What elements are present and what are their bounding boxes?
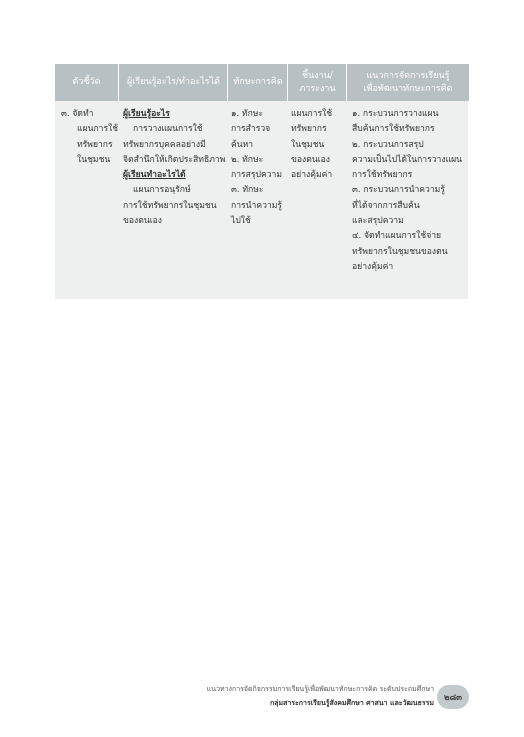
footer-subject: กลุ่มสาระการเรียนรู้สังคมศึกษา ศาสนา และวัฒนธรรม [269,699,434,707]
learn-cell [123,107,225,229]
skill-line: ๑. ทักษะ [231,109,264,119]
work-line: อย่างคุ้มค่า [291,170,333,181]
header-indicator: ตัวชี้วัด [55,64,118,101]
skill-cell [231,107,282,229]
approach-line: ๔. จัดทำแผนการใช้จ่าย [352,231,442,242]
approach-line: อย่างคุ้มค่า [352,261,394,272]
curriculum-table [55,64,468,299]
header-learn: ผู้เรียนรู้อะไร/ทำอะไรได้ [118,64,228,101]
header-approach: แนวการจัดการเรียนรู้ เพื่อพัฒนาทักษะการคิด [346,64,469,101]
approach-line: ที่ได้จากการสืบค้น [352,200,420,211]
learn-subheading: ผู้เรียนทำอะไรได้ [123,170,186,181]
indicator-line: ๓. จัดทำ [61,109,94,119]
learn-line: ทรัพยากรบุคคลอย่างมี [123,139,206,150]
approach-cell [352,107,462,275]
page-number-badge: ๒๘๓ [437,685,469,709]
header-work: ชิ้นงาน/ ภาระงาน [287,64,347,101]
indicator-line: ในชุมชน [77,154,111,165]
header-skill: ทักษะการคิด [227,64,288,101]
learn-line: จิตสำนึกให้เกิดประสิทธิภาพ [123,154,226,165]
skill-line: ๓. ทักษะ [231,185,264,196]
work-line: ของตนเอง [291,154,330,165]
skill-line: การนำความรู้ [231,200,283,211]
learn-line: ของตนเอง [123,216,162,227]
indicator-line: ทรัพยากร [77,139,113,150]
work-cell [291,107,332,183]
approach-line: ๓. กระบวนการนำความรู้ [352,185,445,196]
approach-line: และสรุปความ [352,216,404,227]
approach-line: ๒. กระบวนการสรุป [352,139,424,150]
work-line: ทรัพยากร [291,124,327,135]
skill-line: การสำรวจ [231,124,271,135]
skill-line: ๒. ทักษะ [231,154,264,165]
indicator-line: แผนการใช้ [77,124,119,135]
learn-line: การใช้ทรัพยากรในชุมชน [123,200,217,211]
learn-subheading: ผู้เรียนรู้อะไร [123,109,170,119]
approach-line: การใช้ทรัพยากร [352,170,413,181]
footer-book-title: แนวทางการจัดกิจกรรมการเรียนรู้เพื่อพัฒนาทักษะการคิด ระดับประถมศึกษา [206,685,434,693]
skill-line: ไปใช้ [231,216,251,227]
work-line: ในชุมชน [291,139,325,150]
skill-line: การสรุปความ [231,170,283,181]
learn-line: แผนการอนุรักษ์ [133,185,191,196]
approach-line: ความเป็นไปได้ในการวางแผน [352,154,463,165]
approach-line: สืบค้นการใช้ทรัพยากร [352,124,435,135]
skill-line: ค้นหา [231,139,254,150]
approach-line: ทรัพยากรในชุมชนของตน [352,246,448,257]
indicator-cell [61,107,118,168]
work-line: แผนการใช้ [291,109,333,119]
learn-line: การวางแผนการใช้ [133,124,203,135]
approach-line: ๑. กระบวนการวางแผน [352,109,439,119]
